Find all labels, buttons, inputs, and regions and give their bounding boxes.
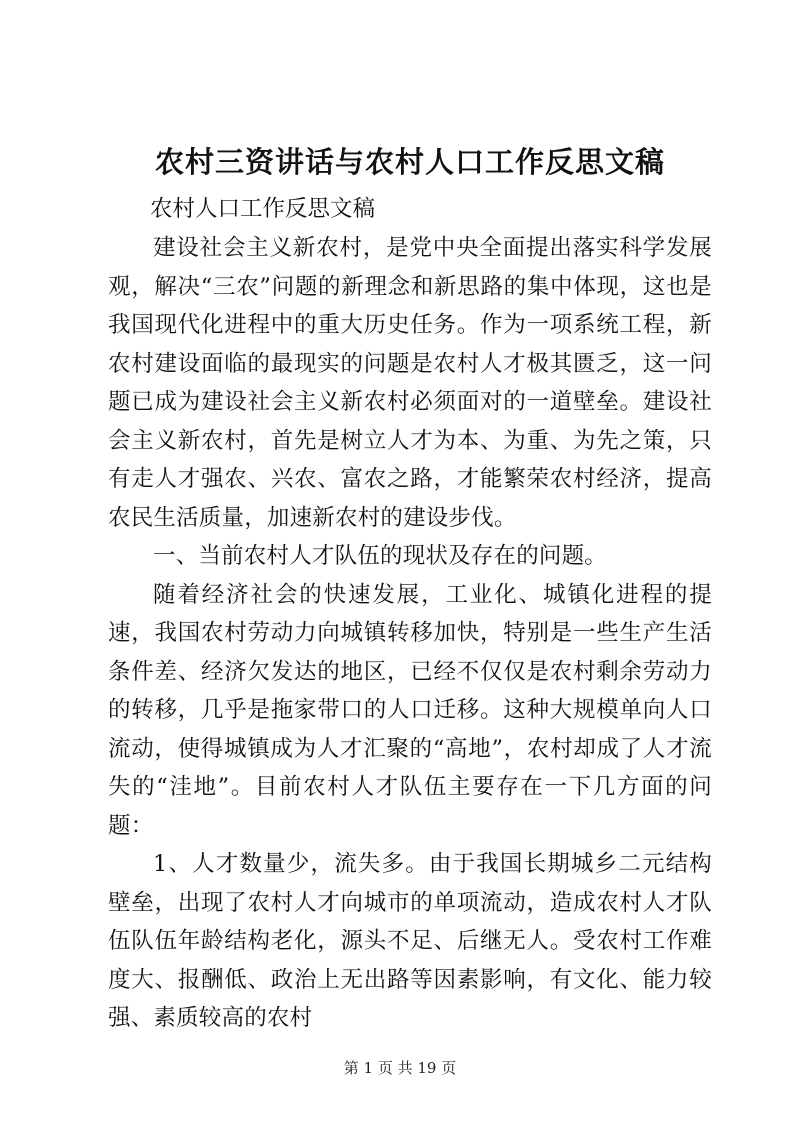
body-paragraph: 随着经济社会的快速发展，工业化、城镇化进程的提速，我国农村劳动力向城镇转移加快，特别是一些生产生活条件差、经济欠发达的地区，已经不仅仅是农村剩余劳动力的转移，几乎是拖家带口的人口迁移。这种大规模单向人口流动，使得城镇成为人才汇聚的“高地”，农村却成了人才流失的“洼地”。目前农村人才队伍主要存在一下几方面的问题： [108, 581, 712, 839]
document-title: 农村三资讲话与农村人口工作反思文稿 [154, 145, 665, 179]
body-paragraph: 一、当前农村人才队伍的现状及存在的问题。 [153, 543, 608, 569]
document-body [108, 229, 712, 1038]
body-paragraph: 1、人才数量少，流失多。由于我国长期城乡二元结构壁垒，出现了农村人才向城市的单项流动，造成农村人才队伍队伍年龄结构老化，源头不足、后继无人。受农村工作难度大、报酬低、政治上无出路等因素影响，有文化、能力较强、素质较高的农村 [108, 851, 712, 1031]
body-paragraph: 建设社会主义新农村，是党中央全面提出落实科学发展观，解决“三农”问题的新理念和新思路的集中体现，这也是我国现代化进程中的重大历史任务。作为一项系统工程，新农村建设面临的最现实的问题是农村人才极其匮乏，这一问题已成为建设社会主义新农村必须面对的一道壁垒。建设社会主义新农村，首先是树立人才为本、为重、为先之策，只有走人才强农、兴农、富农之路，才能繁荣农村经济，提高农民生活质量，加速新农村的建设步伐。 [108, 235, 712, 531]
document-subtitle: 农村人口工作反思文稿 [150, 196, 376, 222]
page-footer: 第 1 页 共 19 页 [343, 1059, 457, 1077]
